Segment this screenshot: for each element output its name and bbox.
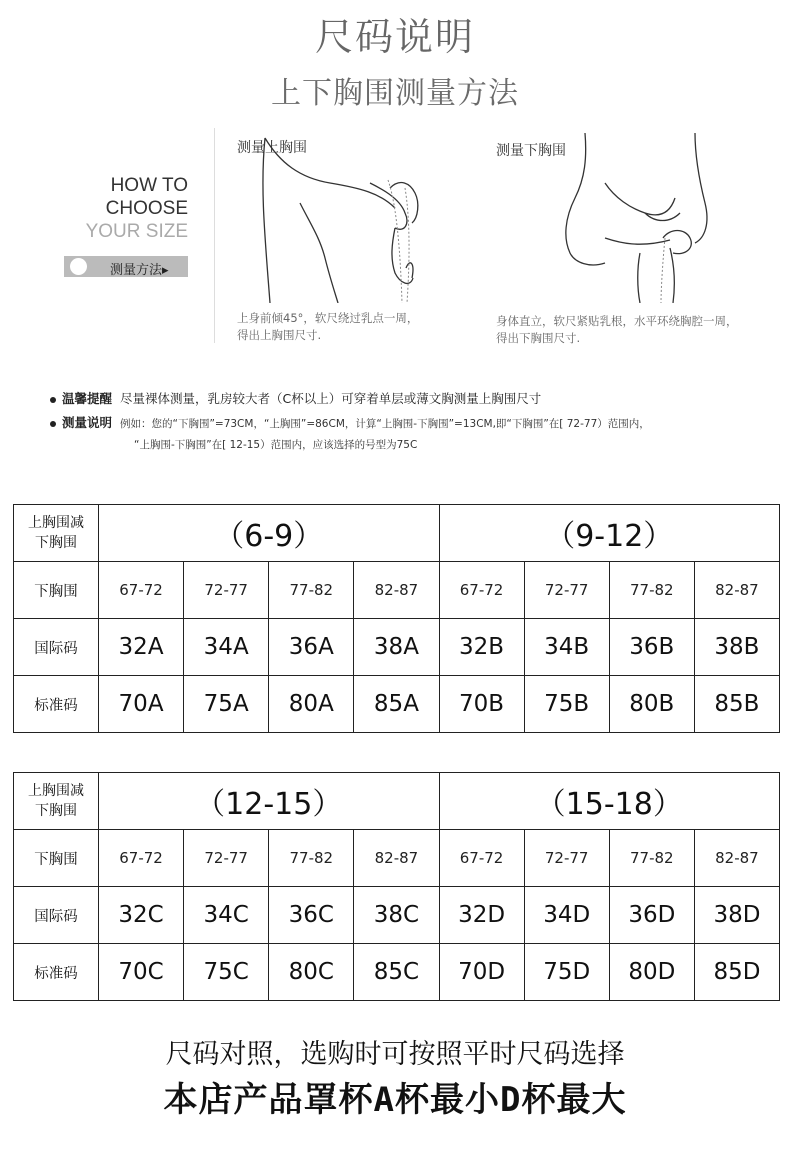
tip-label: 温馨提醒	[62, 391, 113, 406]
row-label: 国际码	[14, 887, 99, 944]
bullet-icon	[50, 421, 56, 427]
range-cell: 77-82	[269, 830, 354, 887]
figure2-note-line1: 身体直立，软尺紧贴乳根，水平环绕胸腔一周，	[496, 314, 738, 328]
explain-row	[50, 413, 650, 431]
figure1-caption: 测量上胸围	[237, 140, 307, 156]
intl-size-cell: 34D	[524, 887, 609, 944]
intl-size-cell: 36D	[609, 887, 694, 944]
measure-method-label: 测量方法▸	[110, 263, 169, 278]
std-size-cell: 75D	[524, 944, 609, 1001]
intl-size-cell: 34B	[524, 619, 609, 676]
footer-line1: 尺码对照，选购时可按照平时尺码选择	[165, 1039, 625, 1070]
range-cell: 67-72	[439, 562, 524, 619]
std-size-cell: 85A	[354, 676, 439, 733]
intl-size-cell: 32A	[99, 619, 184, 676]
howto-line3: YOUR SIZE	[85, 221, 188, 242]
row-label: 下胸围	[14, 830, 99, 887]
footer-line2: 本店产品罩杯A杯最小D杯最大	[163, 1080, 627, 1120]
header-label-cell: 上胸围减 下胸围	[14, 505, 99, 562]
intl-size-cell: 38A	[354, 619, 439, 676]
std-size-cell: 85B	[694, 676, 779, 733]
figure2-caption: 测量下胸围	[496, 143, 566, 159]
intl-size-cell: 32B	[439, 619, 524, 676]
intl-size-cell: 36B	[609, 619, 694, 676]
range-cell: 77-82	[609, 830, 694, 887]
tip-text: 尽量裸体测量，乳房较大者（C杯以上）可穿着单层或薄文胸测量上胸围尺寸	[120, 391, 542, 406]
howto-line1: HOW TO	[110, 175, 188, 196]
intl-size-cell: 36A	[269, 619, 354, 676]
intl-size-cell: 38D	[694, 887, 779, 944]
range-cell: 82-87	[354, 562, 439, 619]
range-cell: 67-72	[439, 830, 524, 887]
figure1-note-line2: 得出上胸围尺寸.	[237, 328, 322, 342]
page-subtitle: 上下胸围测量方法	[271, 76, 519, 111]
range-cell: 67-72	[99, 830, 184, 887]
std-size-cell: 80C	[269, 944, 354, 1001]
std-size-cell: 75C	[184, 944, 269, 1001]
header-label-cell: 上胸围减 下胸围	[14, 773, 99, 830]
intl-size-cell: 38B	[694, 619, 779, 676]
page-title: 尺码说明	[314, 15, 475, 59]
std-size-cell: 80D	[609, 944, 694, 1001]
range-cell: 67-72	[99, 562, 184, 619]
under-bust-figure	[545, 128, 735, 303]
range-cell: 72-77	[184, 562, 269, 619]
figure1-note-line1: 上身前倾45°，软尺绕过乳点一周，	[237, 311, 419, 325]
std-size-cell: 85D	[694, 944, 779, 1001]
measure-method-button[interactable]	[64, 256, 188, 277]
std-size-cell: 70A	[99, 676, 184, 733]
size-table-2	[13, 772, 780, 1001]
std-size-cell: 80B	[609, 676, 694, 733]
std-size-cell: 85C	[354, 944, 439, 1001]
figure2-note-line2: 得出下胸围尺寸.	[496, 331, 581, 345]
intl-size-cell: 32C	[99, 887, 184, 944]
std-size-cell: 70B	[439, 676, 524, 733]
intl-size-cell: 34C	[184, 887, 269, 944]
row-label: 下胸围	[14, 562, 99, 619]
range-cell: 82-87	[694, 830, 779, 887]
intl-size-cell: 36C	[269, 887, 354, 944]
intl-size-cell: 32D	[439, 887, 524, 944]
range-cell: 72-77	[524, 830, 609, 887]
row-label: 标准码	[14, 676, 99, 733]
explain-line2: “上胸围-下胸围”在[ 12-15）范围内，应该选择的号型为75C	[134, 439, 418, 451]
group-header: （12-15）	[99, 773, 440, 830]
howto-line2: CHOOSE	[105, 198, 188, 219]
std-size-cell: 70D	[439, 944, 524, 1001]
divider	[214, 128, 215, 343]
size-table-1	[13, 504, 780, 733]
tape-icon	[70, 258, 87, 275]
intl-size-cell: 38C	[354, 887, 439, 944]
row-label: 国际码	[14, 619, 99, 676]
group-header: （15-18）	[439, 773, 780, 830]
row-label: 标准码	[14, 944, 99, 1001]
range-cell: 77-82	[269, 562, 354, 619]
group-header: （9-12）	[439, 505, 780, 562]
group-header: （6-9）	[99, 505, 440, 562]
std-size-cell: 70C	[99, 944, 184, 1001]
intl-size-cell: 34A	[184, 619, 269, 676]
explain-line1: 例如：您的“下胸围”=73CM，“上胸围”=86CM，计算“上胸围-下胸围”=13CM,即“下胸围”在[ 72-77）范围内，	[120, 418, 650, 430]
explain-label: 测量说明	[62, 415, 113, 430]
range-cell: 82-87	[354, 830, 439, 887]
range-cell: 77-82	[609, 562, 694, 619]
range-cell: 72-77	[184, 830, 269, 887]
bullet-icon	[50, 397, 56, 403]
std-size-cell: 80A	[269, 676, 354, 733]
tip-row	[50, 389, 541, 407]
std-size-cell: 75A	[184, 676, 269, 733]
range-cell: 82-87	[694, 562, 779, 619]
range-cell: 72-77	[524, 562, 609, 619]
std-size-cell: 75B	[524, 676, 609, 733]
